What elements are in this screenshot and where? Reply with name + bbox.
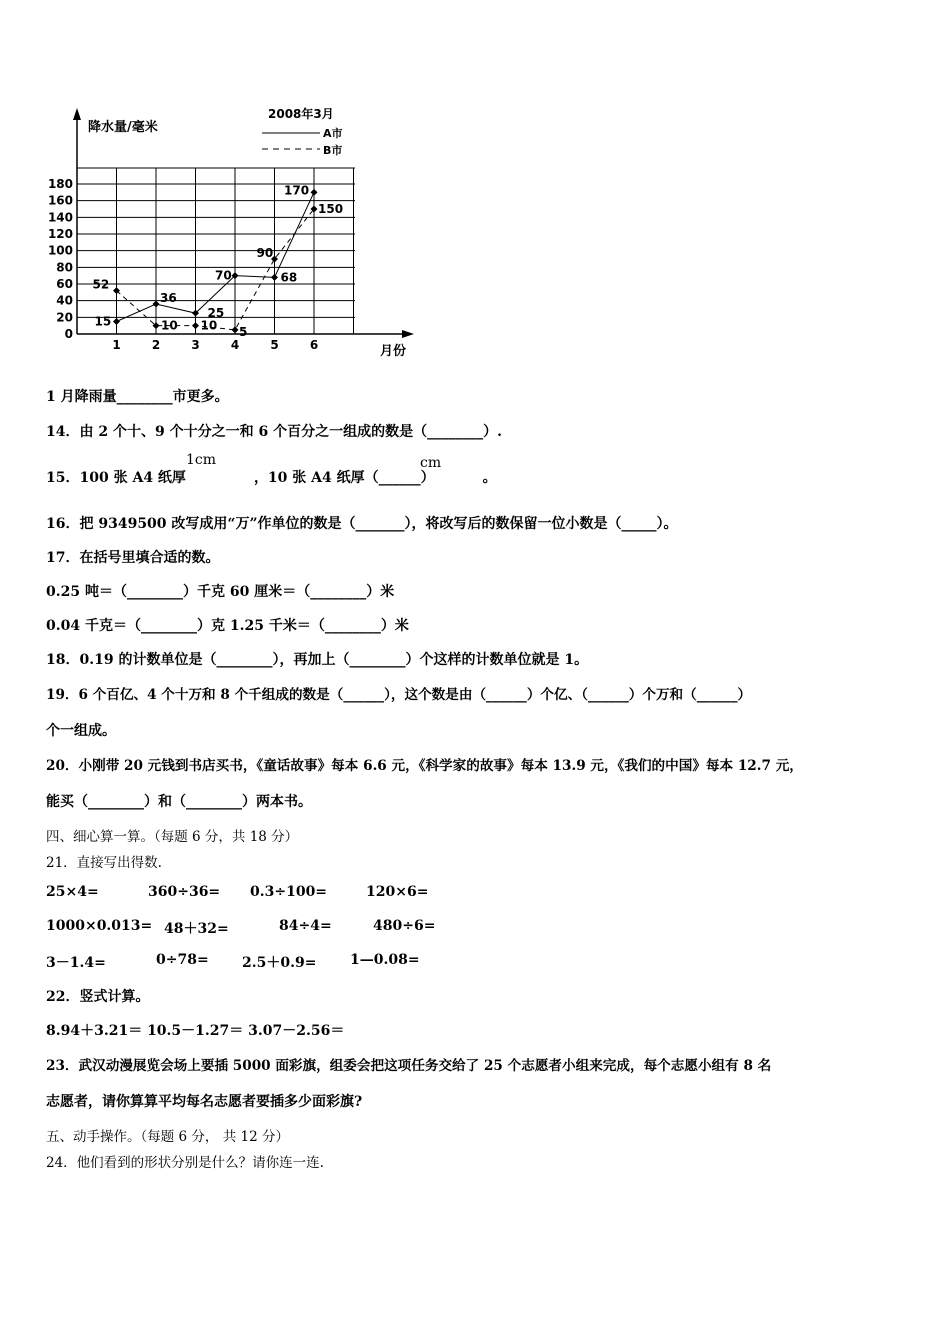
series-b-data-label: 52 [92,277,110,292]
calc-item: 0÷78= [156,952,209,968]
y-tick-label: 60 [56,277,73,291]
x-tick-label: 2 [151,338,161,352]
series-a-line [92,183,318,329]
y-tick-label: 100 [47,243,73,258]
calc-item: 1000×0.013= [46,918,153,934]
y-tick-label: 160 [47,193,73,208]
chart-axes [73,108,414,338]
question-22-row: 8.94＋3.21＝ 10.5－1.27＝ 3.07－2.56＝ [46,1023,345,1039]
y-axis-label: 降水量/毫米 [88,120,158,135]
series-a-point [113,318,120,325]
question-23-line-2: 志愿者，请你算算平均每名志愿者要插多少面彩旗? [46,1094,363,1110]
question-24: 24．他们看到的形状分别是什么？请你连一连. [46,1155,324,1171]
section-4-heading: 四、细心算一算。（每题 6 分，共 18 分） [46,829,299,845]
question-13-line: 1 月降雨量________市更多。 [46,389,229,405]
x-tick-label: 5 [270,338,279,352]
calc-item: 2.5＋0.9= [242,955,317,971]
series-b-point [192,322,199,329]
calc-item: 120×6= [366,884,429,900]
legend-b-label: B市 [323,144,343,157]
y-tick-label: 0 [64,327,73,341]
x-axis-label: 月份 [380,344,407,359]
series-a-data-label: 25 [207,306,225,321]
series-b-data-label: 150 [318,202,344,216]
series-a-polyline [117,192,315,321]
rainfall-line-chart [40,100,440,370]
series-b-data-label: 10 [161,318,178,333]
q15-part-b: ，10 张 A4 纸厚（______） [253,470,435,486]
x-axis-arrow [402,330,414,338]
q15-unit-cm: cm [420,455,442,471]
x-tick-label: 4 [230,338,240,352]
series-a-data-label: 68 [280,270,298,285]
legend-a-label: A市 [323,127,343,140]
series-a-point [271,274,278,281]
question-20-line-2: 能买（________）和（________）两本书。 [46,794,312,810]
x-tick-label: 6 [309,338,319,352]
question-17-row-a: 0.25 吨＝（________）千克 60 厘米＝（________）米 [46,584,395,600]
series-b-point [232,326,239,333]
series-b-data-label: 10 [200,318,218,333]
q15-unit-1cm: 1cm [186,452,217,468]
series-a-data-label: 36 [160,291,177,305]
question-16: 16．把 9349500 改写成用“万”作单位的数是（_______），将改写后的数保留一位小数是（_____）。 [46,516,678,532]
question-18: 18．0.19 的计数单位是（________），再加上（________）个这样的计数单位就是 1。 [46,652,589,668]
series-b-data-label: 5 [239,324,248,339]
question-17-row-b: 0.04 千克＝（________）克 1.25 千米＝（________）米 [46,618,409,634]
question-20-line-1: 20．小刚带 20 元钱到书店买书，《童话故事》每本 6.6 元，《科学家的故事》每本 13.9 元，《我们的中国》每本 12.7 元， [46,758,803,774]
y-tick-label: 80 [56,260,73,275]
x-tick-labels [112,338,318,352]
calc-item: 84÷4= [279,918,332,934]
question-19-line-1: 19．6 个百亿、4 个十万和 8 个千组成的数是（______），这个数是由（______）个亿、（______）个万和（______） [46,687,752,703]
calc-item: 0.3÷100= [250,884,328,900]
question-14: 14．由 2 个十、9 个十分之一和 6 个百分之一组成的数是（________）. [46,424,502,440]
calc-item: 48＋32= [164,921,229,937]
calc-item: 480÷6= [373,918,436,934]
y-axis-arrow [73,108,81,120]
question-22: 22．竖式计算。 [46,989,150,1005]
calc-item: 1—0.08= [350,952,420,968]
y-tick-labels [48,177,73,341]
y-tick-label: 140 [47,210,73,225]
q15-part-a: 15．100 张 A4 纸厚 [46,470,186,486]
series-a-data-label: 70 [215,268,232,283]
series-a-point [311,189,318,196]
calc-item: 3－1.4= [46,955,106,971]
series-a-data-label: 170 [284,183,310,198]
y-tick-label: 180 [47,177,73,191]
x-tick-label: 1 [112,338,121,352]
series-a-point [153,301,160,308]
calc-item: 25×4= [46,884,99,900]
q15-part-c: 。 [482,470,497,486]
section-5-heading: 五、动手操作。（每题 6 分， 共 12 分） [46,1129,289,1145]
y-tick-label: 20 [56,310,73,325]
chart-title: 2008年3月 [268,107,334,121]
question-21: 21．直接写出得数. [46,855,162,871]
calc-item: 360÷36= [148,884,221,900]
series-a-data-label: 15 [94,314,112,329]
question-23-line-1: 23．武汉动漫展览会场上要插 5000 面彩旗，组委会把这项任务交给了 25 个志愿者小组来完成，每个志愿小组有 8 名 [46,1058,772,1074]
x-tick-label: 3 [191,338,200,352]
y-tick-label: 120 [47,227,73,241]
y-tick-label: 40 [56,293,73,308]
series-b-data-label: 90 [256,246,274,260]
question-19-line-2: 个一组成。 [46,723,116,739]
question-17: 17．在括号里填合适的数。 [46,550,220,566]
